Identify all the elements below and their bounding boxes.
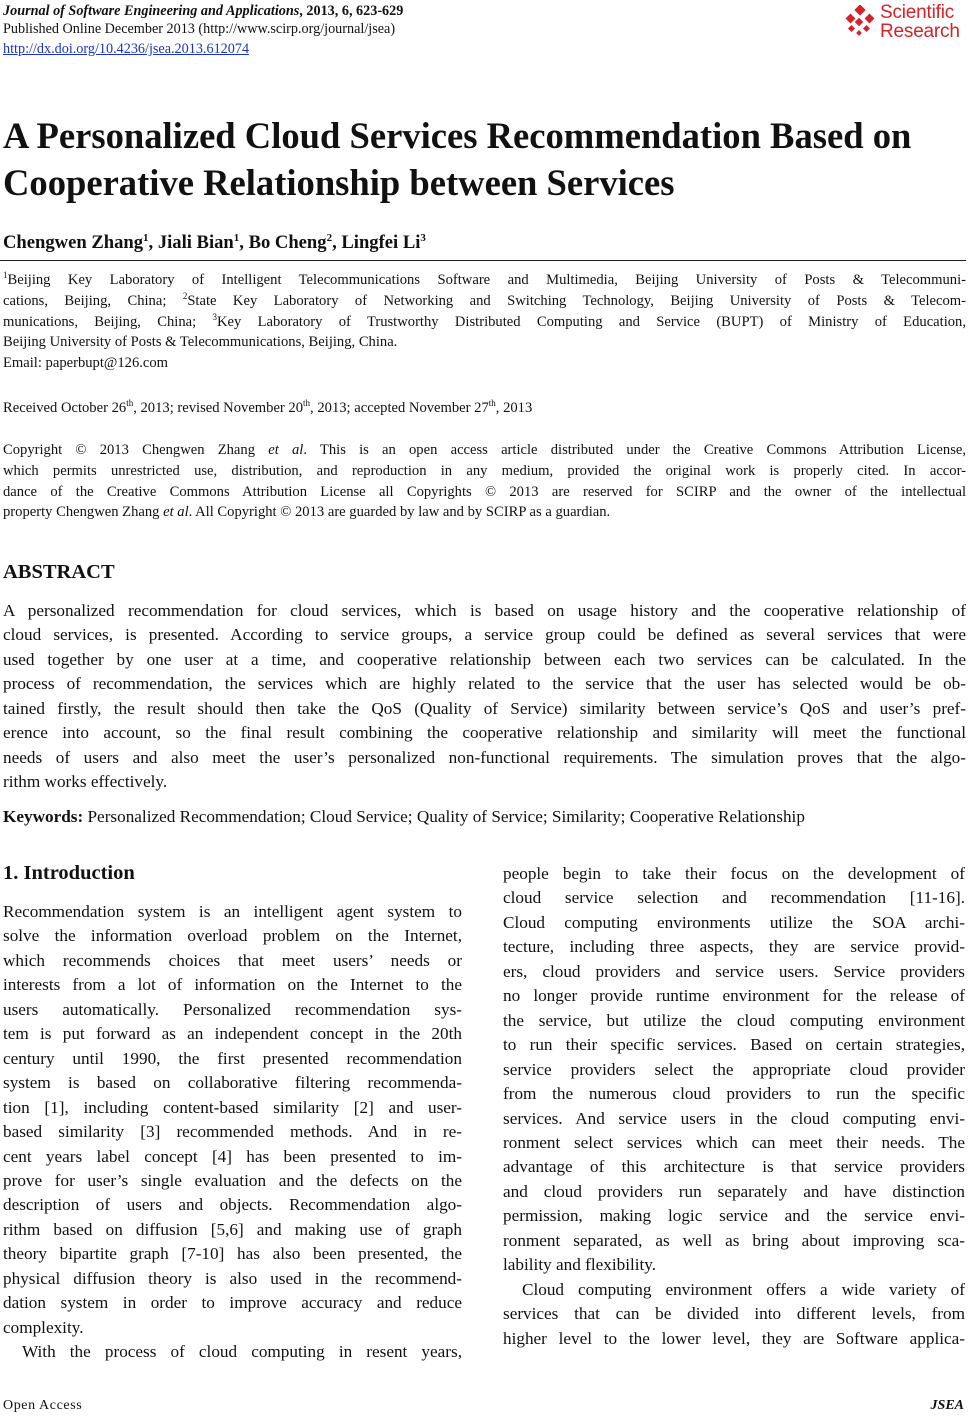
body-line: dation system in order to improve accuracy and reduce: [3, 1293, 462, 1313]
author-separator: ,: [239, 232, 249, 253]
author-divider: [0, 260, 966, 261]
body-line: based similarity [3] recommended methods. And in re-: [3, 1122, 462, 1142]
author-affil-mark: 3: [420, 232, 426, 244]
abstract-line: rithm works effectively.: [3, 772, 168, 792]
author-name: Lingfei Li: [341, 232, 421, 253]
body-line: services. And service users in the cloud computing envi-: [503, 1108, 965, 1128]
introduction-heading: 1. Introduction: [3, 862, 135, 884]
abstract-line: needs of users and also meet the user’s personalized non-functional requirements. The simulation proves that the algo-: [3, 747, 966, 767]
body-line: Cloud computing environment offers a wide variety of: [522, 1279, 965, 1299]
body-line: system is based on collaborative filtering recommenda-: [3, 1073, 462, 1093]
logo-mark-icon: [844, 5, 878, 39]
body-line: cloud service selection and recommendation [11-16].: [503, 888, 965, 908]
body-line: higher level to the lower level, they are Software applica-: [503, 1328, 965, 1348]
body-line: tecture, including three aspects, they are service provid-: [503, 937, 965, 957]
author-name: Bo Cheng: [248, 232, 327, 253]
keywords-list: Personalized Recommendation; Cloud Service; Quality of Service; Similarity; Cooperative Relationship: [83, 807, 805, 826]
affil-text: Key Laboratory of Trustworthy Distributed Computing and Service (BUPT) of Ministry of Education,: [216, 313, 966, 330]
journal-header: [3, 3, 403, 21]
accepted-text: , 2013; accepted November 27: [310, 400, 489, 416]
body-line: rithm based on diffusion [5,6] and making use of graph: [3, 1219, 462, 1239]
year-text: , 2013: [495, 400, 533, 416]
affiliations: [3, 270, 966, 374]
keywords: [3, 805, 805, 829]
body-line: tion [1], including content-based similarity [2] and user-: [3, 1097, 462, 1117]
keywords-label: Keywords:: [3, 807, 84, 826]
body-line: ronment select services which can meet their needs. The: [503, 1132, 965, 1152]
right-column: [503, 862, 965, 1351]
abstract-line: erence into account, so the final result combining the cooperative relationship and similarity will meet the functional: [3, 723, 966, 743]
body-line: the service, but utilize the cloud computing environment: [503, 1010, 965, 1030]
author-separator: ,: [332, 232, 342, 253]
author-affil-mark: 1: [143, 232, 149, 244]
author-affil-mark: 1: [233, 232, 240, 244]
affil-text: cations, Beijing, China;: [3, 292, 183, 309]
abstract-line: A personalized recommendation for cloud services, which is based on usage history and the cooperative relationship of: [3, 601, 966, 620]
title-line: Cooperative Relationship between Services: [3, 162, 675, 203]
ordinal-suffix: th: [488, 398, 496, 408]
affil-text: State Key Laboratory of Networking and Switching Technology, Beijing University of Posts & Telecom-: [187, 292, 967, 309]
affiliation-line: [3, 270, 966, 291]
body-line: ers, cloud providers and service users. Service providers: [503, 961, 965, 981]
author-name: Chengwen Zhang: [3, 232, 144, 253]
copyright-text: Copyright © 2013 Chengwen Zhang: [3, 442, 269, 458]
body-line: cent years label concept [4] has been presented to im-: [3, 1146, 462, 1166]
body-line: people begin to take their focus on the development of: [503, 864, 965, 883]
copyright-notice: [3, 440, 966, 523]
body-line: prove for user’s single evaluation and the defects on the: [3, 1170, 462, 1190]
affiliation-line: [3, 312, 966, 333]
body-line: users automatically. Personalized recommendation sys-: [3, 999, 462, 1019]
affiliation-line: [3, 291, 966, 312]
paper-title: [3, 112, 965, 206]
footer-journal-abbrev: JSEA: [930, 1398, 964, 1413]
body-line: services that can be divided into different levels, from: [503, 1304, 965, 1324]
body-line: With the process of cloud computing in resent years,: [22, 1342, 462, 1362]
body-line: physical diffusion theory is also used in the recommend-: [3, 1268, 462, 1288]
body-line: Cloud computing environments utilize the SOA archi-: [503, 912, 965, 932]
author-affil-mark: 2: [326, 232, 333, 244]
body-line: which recommends choices that meet users’ needs or: [3, 950, 462, 970]
affil-mark: 1: [3, 270, 8, 280]
body-line: theory bipartite graph [7-10] has also been presented, the: [3, 1244, 462, 1264]
body-line: Recommendation system is an intelligent agent system to: [3, 902, 462, 921]
affil-text: Beijing Key Laboratory of Intelligent Telecommunications Software and Multimedia, Beijing University of Posts & Telecommuni-: [7, 272, 966, 288]
body-line: to run their specific services. Based on certain strategies,: [503, 1035, 965, 1055]
body-line: and cloud providers run separately and have distinction: [503, 1181, 965, 1201]
copyright-text: . This is an open access article distributed under the Creative Commons Attribution License,: [303, 442, 966, 458]
copyright-line: dance of the Creative Commons Attribution License all Copyrights © 2013 are reserved for SCIRP and the owner of the intellectual: [3, 483, 966, 500]
body-line: century until 1990, the first presented recommendation: [3, 1048, 462, 1068]
body-line: tem is put forward as an independent concept in the 20th: [3, 1024, 462, 1044]
abstract-body: [3, 599, 966, 795]
body-line: service providers select the appropriate cloud provider: [503, 1059, 965, 1079]
body-line: no longer provide runtime environment for the release of: [503, 986, 965, 1006]
et-al: et al: [163, 504, 189, 521]
logo-text-line2: Research: [880, 21, 960, 42]
copyright-line: [3, 440, 966, 461]
author-name: Jiali Bian: [157, 232, 234, 253]
author-list: [3, 232, 426, 254]
body-line: ronment separated, as well as bring about improving sca-: [503, 1230, 965, 1250]
footer-open-access: Open Access: [3, 1398, 83, 1413]
body-line: from the numerous cloud providers to run the specific: [503, 1084, 965, 1104]
received-dates: [3, 398, 532, 419]
affil-text: munications, Beijing, China;: [3, 313, 213, 330]
abstract-heading: ABSTRACT: [3, 561, 115, 583]
revised-text: , 2013; revised November 20: [133, 400, 304, 416]
doi-link[interactable]: http://dx.doi.org/10.4236/jsea.2013.612074: [3, 41, 250, 57]
abstract-line: cloud services, is presented. According to service groups, a service group could be defined as several services that were: [3, 625, 966, 645]
journal-name: Journal of Software Engineering and Applications: [3, 3, 300, 19]
title-line: A Personalized Cloud Services Recommendation Based on: [3, 115, 912, 156]
scientific-research-logo: [844, 2, 962, 44]
et-al: et al: [268, 442, 304, 458]
body-line: solve the information overload problem on the Internet,: [3, 926, 462, 946]
copyright-line: which permits unrestricted use, distribution, and reproduction in any medium, provided the original work is properly cited. In accor-: [3, 462, 966, 479]
body-line: complexity.: [3, 1317, 84, 1337]
affil-mark: 3: [212, 311, 217, 322]
abstract-line: used together by one user at a time, and cooperative relationship between each two services can be calculated. In the: [3, 649, 966, 669]
left-column: [3, 900, 462, 1365]
body-line: description of users and objects. Recommendation algo-: [3, 1195, 462, 1215]
affil-mark: 2: [182, 290, 188, 301]
body-line: interests from a lot of information on the Internet to the: [3, 975, 462, 995]
ordinal-suffix: th: [126, 398, 134, 408]
body-line: permission, making logic service and the service envi-: [503, 1206, 965, 1226]
abstract-line: process of recommendation, the services which are highly related to the service that the user has selected would be ob-: [3, 674, 966, 694]
body-line: advantage of this architecture is that service providers: [503, 1157, 965, 1177]
logo-text-line1: Scientific: [880, 2, 955, 23]
copyright-line: [3, 502, 966, 523]
ordinal-suffix: th: [303, 398, 311, 408]
copyright-text: . All Copyright © 2013 are guarded by law and by SCIRP as a guardian.: [188, 504, 611, 521]
received-text: Received October 26: [3, 400, 127, 416]
abstract-line: tained firstly, the result should then take the QoS (Quality of Service) similarity between service’s QoS and user’s pref-: [3, 698, 966, 718]
logo-text: [880, 3, 960, 41]
journal-issue: , 2013, 6, 623-629: [299, 3, 404, 19]
body-line: lability and flexibility.: [503, 1255, 657, 1275]
author-separator: ,: [148, 232, 158, 253]
affiliation-line: Beijing University of Posts & Telecommunications, Beijing, China.: [3, 334, 398, 351]
publication-info: Published Online December 2013 (http://www.scirp.org/journal/jsea): [3, 21, 396, 37]
copyright-text: property Chengwen Zhang: [3, 504, 164, 521]
email: Email: paperbupt@126.com: [3, 355, 169, 372]
